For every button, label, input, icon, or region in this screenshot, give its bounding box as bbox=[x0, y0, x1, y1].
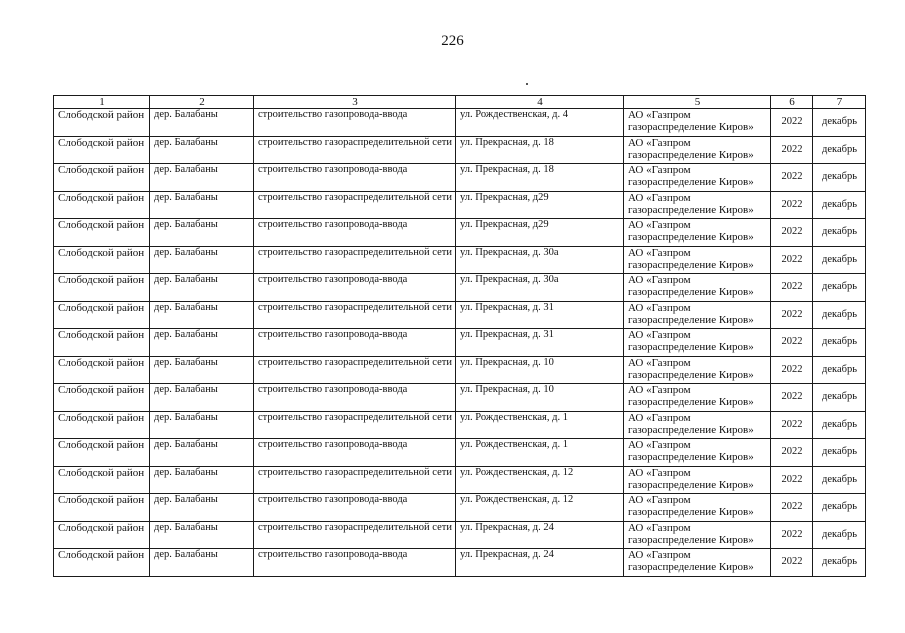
organization-cell: АО «Газпром газораспределение Киров» bbox=[624, 384, 771, 412]
region-cell: Слободской район bbox=[54, 164, 150, 192]
village-cell: дер. Балабаны bbox=[150, 521, 254, 549]
month-cell: декабрь bbox=[813, 219, 866, 247]
work-type-cell: строительство газопровода-ввода bbox=[254, 329, 456, 357]
organization-cell: АО «Газпром газораспределение Киров» bbox=[624, 521, 771, 549]
month-cell: декабрь bbox=[813, 356, 866, 384]
work-type-cell: строительство газораспределительной сети bbox=[254, 411, 456, 439]
region-cell: Слободской район bbox=[54, 494, 150, 522]
table-row bbox=[54, 246, 866, 274]
table-row bbox=[54, 191, 866, 219]
work-type-cell: строительство газораспределительной сети bbox=[254, 246, 456, 274]
table-row bbox=[54, 164, 866, 192]
table-row bbox=[54, 136, 866, 164]
work-type-cell: строительство газораспределительной сети bbox=[254, 301, 456, 329]
month-cell: декабрь bbox=[813, 466, 866, 494]
table-body bbox=[54, 109, 866, 577]
work-type-cell: строительство газопровода-ввода bbox=[254, 219, 456, 247]
village-cell: дер. Балабаны bbox=[150, 384, 254, 412]
year-cell: 2022 bbox=[771, 329, 813, 357]
village-cell: дер. Балабаны bbox=[150, 494, 254, 522]
table-row bbox=[54, 109, 866, 137]
column-number: 7 bbox=[813, 96, 866, 109]
year-cell: 2022 bbox=[771, 439, 813, 467]
region-cell: Слободской район bbox=[54, 549, 150, 577]
village-cell: дер. Балабаны bbox=[150, 356, 254, 384]
address-cell: ул. Рождественская, д. 12 bbox=[456, 494, 624, 522]
year-cell: 2022 bbox=[771, 466, 813, 494]
organization-cell: АО «Газпром газораспределение Киров» bbox=[624, 191, 771, 219]
organization-cell: АО «Газпром газораспределение Киров» bbox=[624, 439, 771, 467]
work-type-cell: строительство газораспределительной сети bbox=[254, 466, 456, 494]
year-cell: 2022 bbox=[771, 356, 813, 384]
address-cell: ул. Прекрасная, д. 10 bbox=[456, 384, 624, 412]
village-cell: дер. Балабаны bbox=[150, 219, 254, 247]
address-cell: ул. Прекрасная, д. 30а bbox=[456, 274, 624, 302]
organization-cell: АО «Газпром газораспределение Киров» bbox=[624, 164, 771, 192]
village-cell: дер. Балабаны bbox=[150, 274, 254, 302]
village-cell: дер. Балабаны bbox=[150, 164, 254, 192]
month-cell: декабрь bbox=[813, 301, 866, 329]
month-cell: декабрь bbox=[813, 329, 866, 357]
work-type-cell: строительство газораспределительной сети bbox=[254, 521, 456, 549]
column-number: 6 bbox=[771, 96, 813, 109]
address-cell: ул. Прекрасная, д. 31 bbox=[456, 301, 624, 329]
table-row bbox=[54, 301, 866, 329]
village-cell: дер. Балабаны bbox=[150, 411, 254, 439]
organization-cell: АО «Газпром газораспределение Киров» bbox=[624, 136, 771, 164]
work-type-cell: строительство газопровода-ввода bbox=[254, 384, 456, 412]
column-number: 2 bbox=[150, 96, 254, 109]
table-row bbox=[54, 384, 866, 412]
year-cell: 2022 bbox=[771, 136, 813, 164]
year-cell: 2022 bbox=[771, 549, 813, 577]
region-cell: Слободской район bbox=[54, 191, 150, 219]
table-header bbox=[54, 96, 866, 109]
address-cell: ул. Прекрасная, д29 bbox=[456, 191, 624, 219]
table-row bbox=[54, 274, 866, 302]
work-type-cell: строительство газораспределительной сети bbox=[254, 191, 456, 219]
month-cell: декабрь bbox=[813, 521, 866, 549]
region-cell: Слободской район bbox=[54, 109, 150, 137]
month-cell: декабрь bbox=[813, 164, 866, 192]
organization-cell: АО «Газпром газораспределение Киров» bbox=[624, 466, 771, 494]
month-cell: декабрь bbox=[813, 136, 866, 164]
month-cell: декабрь bbox=[813, 549, 866, 577]
organization-cell: АО «Газпром газораспределение Киров» bbox=[624, 494, 771, 522]
year-cell: 2022 bbox=[771, 494, 813, 522]
region-cell: Слободской район bbox=[54, 246, 150, 274]
address-cell: ул. Рождественская, д. 12 bbox=[456, 466, 624, 494]
column-number: 4 bbox=[456, 96, 624, 109]
village-cell: дер. Балабаны bbox=[150, 549, 254, 577]
address-cell: ул. Прекрасная, д. 18 bbox=[456, 164, 624, 192]
column-number: 3 bbox=[254, 96, 456, 109]
region-cell: Слободской район bbox=[54, 274, 150, 302]
work-type-cell: строительство газораспределительной сети bbox=[254, 136, 456, 164]
year-cell: 2022 bbox=[771, 521, 813, 549]
year-cell: 2022 bbox=[771, 274, 813, 302]
month-cell: декабрь bbox=[813, 191, 866, 219]
year-cell: 2022 bbox=[771, 411, 813, 439]
address-cell: ул. Прекрасная, д. 31 bbox=[456, 329, 624, 357]
village-cell: дер. Балабаны bbox=[150, 439, 254, 467]
address-cell: ул. Рождественская, д. 1 bbox=[456, 411, 624, 439]
table-row bbox=[54, 439, 866, 467]
table-row bbox=[54, 494, 866, 522]
address-cell: ул. Прекрасная, д. 18 bbox=[456, 136, 624, 164]
region-cell: Слободской район bbox=[54, 439, 150, 467]
organization-cell: АО «Газпром газораспределение Киров» bbox=[624, 329, 771, 357]
table-row bbox=[54, 356, 866, 384]
year-cell: 2022 bbox=[771, 246, 813, 274]
work-type-cell: строительство газопровода-ввода bbox=[254, 109, 456, 137]
month-cell: декабрь bbox=[813, 274, 866, 302]
work-type-cell: строительство газопровода-ввода bbox=[254, 439, 456, 467]
region-cell: Слободской район bbox=[54, 466, 150, 494]
organization-cell: АО «Газпром газораспределение Киров» bbox=[624, 246, 771, 274]
region-cell: Слободской район bbox=[54, 521, 150, 549]
village-cell: дер. Балабаны bbox=[150, 246, 254, 274]
address-cell: ул. Прекрасная, д. 30а bbox=[456, 246, 624, 274]
year-cell: 2022 bbox=[771, 191, 813, 219]
region-cell: Слободской район bbox=[54, 301, 150, 329]
village-cell: дер. Балабаны bbox=[150, 466, 254, 494]
village-cell: дер. Балабаны bbox=[150, 191, 254, 219]
column-number: 5 bbox=[624, 96, 771, 109]
work-type-cell: строительство газопровода-ввода bbox=[254, 164, 456, 192]
address-cell: ул. Рождественская, д. 1 bbox=[456, 439, 624, 467]
region-cell: Слободской район bbox=[54, 219, 150, 247]
village-cell: дер. Балабаны bbox=[150, 136, 254, 164]
month-cell: декабрь bbox=[813, 384, 866, 412]
table-row bbox=[54, 411, 866, 439]
organization-cell: АО «Газпром газораспределение Киров» bbox=[624, 356, 771, 384]
year-cell: 2022 bbox=[771, 164, 813, 192]
header-row bbox=[54, 96, 866, 109]
table-row bbox=[54, 549, 866, 577]
organization-cell: АО «Газпром газораспределение Киров» bbox=[624, 411, 771, 439]
month-cell: декабрь bbox=[813, 109, 866, 137]
address-cell: ул. Прекрасная, д. 24 bbox=[456, 521, 624, 549]
year-cell: 2022 bbox=[771, 219, 813, 247]
address-cell: ул. Прекрасная, д. 24 bbox=[456, 549, 624, 577]
work-type-cell: строительство газопровода-ввода bbox=[254, 494, 456, 522]
organization-cell: АО «Газпром газораспределение Киров» bbox=[624, 549, 771, 577]
gasification-table bbox=[53, 95, 866, 577]
organization-cell: АО «Газпром газораспределение Киров» bbox=[624, 274, 771, 302]
page-number: 226 bbox=[441, 33, 464, 49]
table-row bbox=[54, 219, 866, 247]
year-cell: 2022 bbox=[771, 301, 813, 329]
region-cell: Слободской район bbox=[54, 411, 150, 439]
village-cell: дер. Балабаны bbox=[150, 301, 254, 329]
organization-cell: АО «Газпром газораспределение Киров» bbox=[624, 109, 771, 137]
scan-speck bbox=[526, 83, 528, 85]
table-row bbox=[54, 329, 866, 357]
month-cell: декабрь bbox=[813, 494, 866, 522]
year-cell: 2022 bbox=[771, 109, 813, 137]
address-cell: ул. Прекрасная, д29 bbox=[456, 219, 624, 247]
table-row bbox=[54, 466, 866, 494]
table-row bbox=[54, 521, 866, 549]
organization-cell: АО «Газпром газораспределение Киров» bbox=[624, 219, 771, 247]
region-cell: Слободской район bbox=[54, 356, 150, 384]
address-cell: ул. Рождественская, д. 4 bbox=[456, 109, 624, 137]
organization-cell: АО «Газпром газораспределение Киров» bbox=[624, 301, 771, 329]
year-cell: 2022 bbox=[771, 384, 813, 412]
month-cell: декабрь bbox=[813, 439, 866, 467]
village-cell: дер. Балабаны bbox=[150, 329, 254, 357]
address-cell: ул. Прекрасная, д. 10 bbox=[456, 356, 624, 384]
month-cell: декабрь bbox=[813, 411, 866, 439]
column-number: 1 bbox=[54, 96, 150, 109]
work-type-cell: строительство газопровода-ввода bbox=[254, 549, 456, 577]
village-cell: дер. Балабаны bbox=[150, 109, 254, 137]
region-cell: Слободской район bbox=[54, 384, 150, 412]
month-cell: декабрь bbox=[813, 246, 866, 274]
work-type-cell: строительство газораспределительной сети bbox=[254, 356, 456, 384]
region-cell: Слободской район bbox=[54, 329, 150, 357]
region-cell: Слободской район bbox=[54, 136, 150, 164]
work-type-cell: строительство газопровода-ввода bbox=[254, 274, 456, 302]
